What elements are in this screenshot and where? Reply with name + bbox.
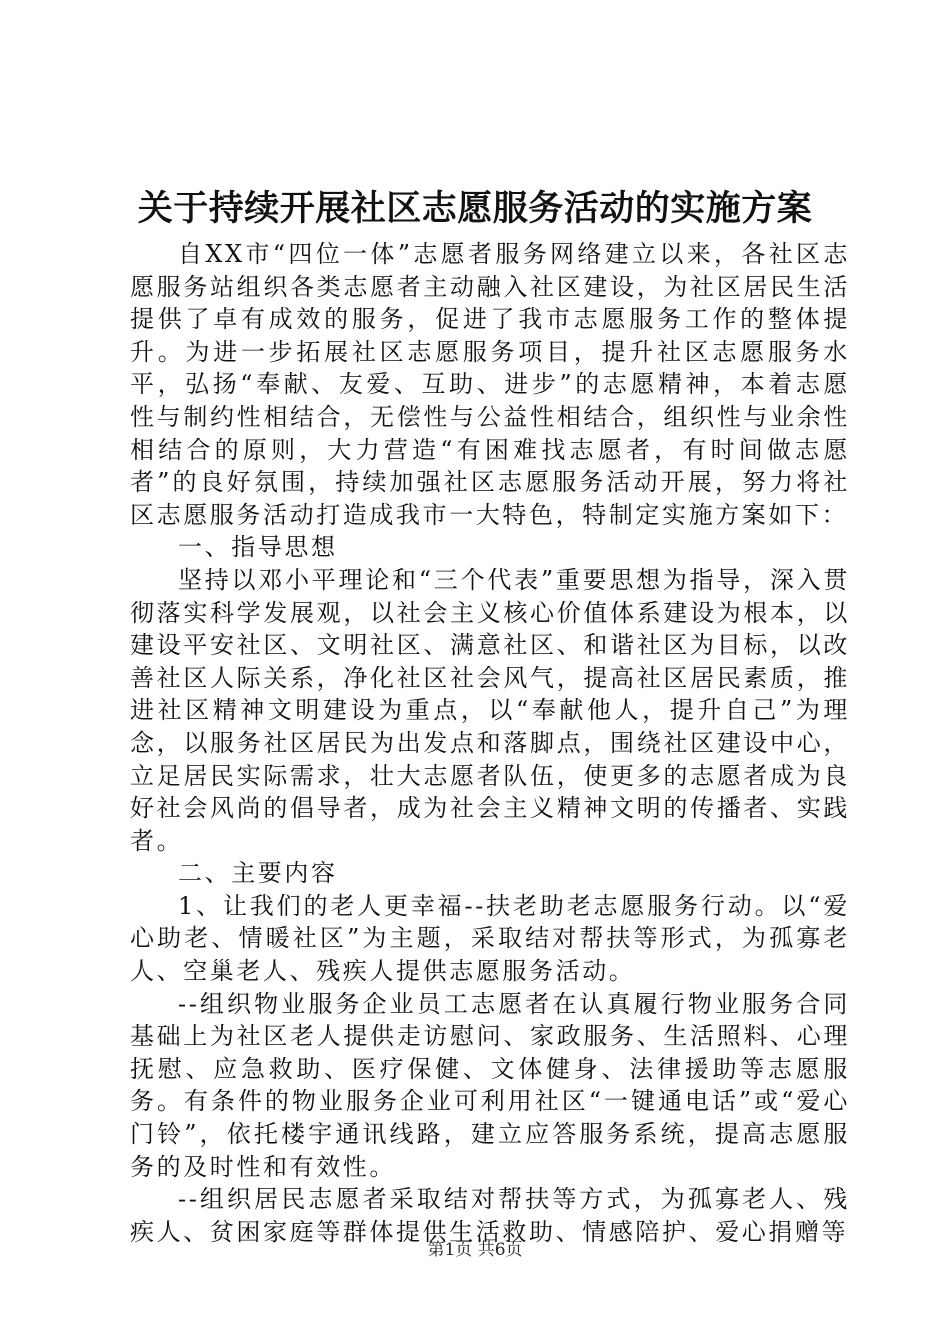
intro-paragraph: 自XX市“四位一体”志愿者服务网络建立以来，各社区志愿服务站组织各类志愿者主动融入社区建设，为社区居民生活提供了卓有成效的服务，促进了我市志愿服务工作的整体提升。为进一步拓展社区志愿服务项目，提升社区志愿服务水平，弘扬“奉献、友爱、互助、进步”的志愿精神，本着志愿性与制约性相结合，无偿性与公益性相结合，组织性与业余性相结合的原则，大力营造“有困难找志愿者，有时间做志愿者”的良好氛围，持续加强社区志愿服务活动开展，努力将社区志愿服务活动打造成我市一大特色，特制定实施方案如下： (130, 240, 850, 529)
main-content-sub-item-residents: --组织居民志愿者采取结对帮扶等方式，为孤寡老人、残疾人、贫困家庭等群体提供生活救助、情感陪护、爱心捐赠等 (130, 1185, 850, 1246)
guiding-ideology-paragraph: 坚持以邓小平理论和“三个代表”重要思想为指导，深入贯彻落实科学发展观，以社会主义核心价值体系建设为根本，以建设平安社区、文明社区、满意社区、和谐社区为目标，以改善社区人际关系，净化社区社会风气，提高社区居民素质，推进社区精神文明建设为重点，以“奉献他人，提升自己”为理念，以服务社区居民为出发点和落脚点，围绕社区建设中心，立足居民实际需求，壮大志愿者队伍，使更多的志愿者成为良好社会风尚的倡导者，成为社会主义精神文明的传播者、实践者。 (130, 565, 850, 855)
section-heading-main-content: 二、主要内容 (178, 859, 338, 888)
section-heading-guiding-ideology: 一、指导思想 (178, 533, 338, 562)
main-content-sub-item-property: --组织物业服务企业员工志愿者在认真履行物业服务合同基础上为社区老人提供走访慰问、家政服务、生活照料、心理抚慰、应急救助、医疗保健、文体健身、法律援助等志愿服务。有条件的物业服务企业可利用社区“一键通电话”或“爱心门铃”，依托楼宇通讯线路，建立应答服务系统，提高志愿服务的及时性和有效性。 (130, 989, 850, 1181)
document-title: 关于持续开展社区志愿服务活动的实施方案 (137, 188, 813, 229)
page-footer: 第1页 共6页 (427, 1240, 523, 1260)
document-body (130, 238, 850, 1248)
main-content-item-1: 1、让我们的老人更幸福--扶老助老志愿服务行动。以“爱心助老、情暖社区”为主题，采取结对帮扶等形式，为孤寡老人、空巢老人、残疾人提供志愿服务活动。 (130, 891, 850, 986)
